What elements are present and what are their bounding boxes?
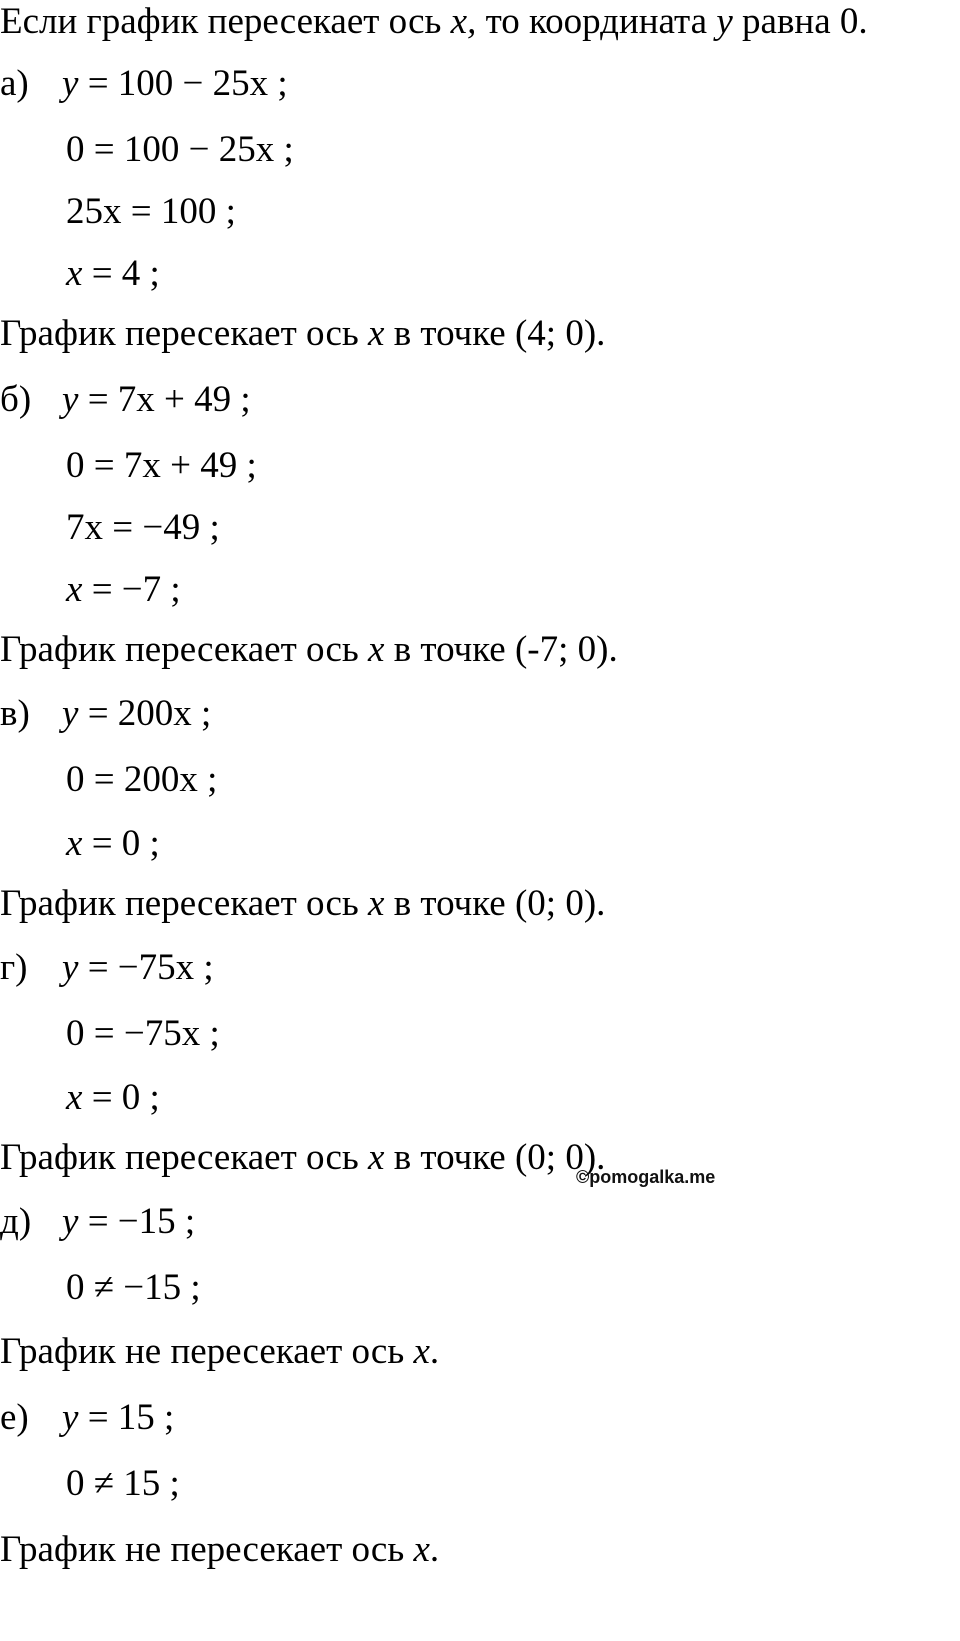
conclusion-var: x bbox=[368, 629, 385, 670]
watermark: ©pomogalka.me bbox=[576, 1167, 716, 1187]
part-v-line-1 bbox=[0, 692, 211, 736]
equation-rhs: = −49 ; bbox=[103, 507, 220, 548]
equation-lhs: 0 bbox=[66, 129, 85, 170]
equation-rhs: = 0 ; bbox=[82, 823, 160, 864]
part-v-label: в) bbox=[0, 693, 30, 734]
equation-rhs: = 100 ; bbox=[121, 191, 236, 232]
conclusion-text: График не пересекает ось bbox=[0, 1331, 414, 1372]
part-e-label: е) bbox=[0, 1397, 29, 1438]
equation-rhs: = −15 ; bbox=[78, 1201, 196, 1242]
part-b-line-3 bbox=[66, 506, 220, 550]
part-e-line-2 bbox=[66, 1462, 180, 1506]
equation-rhs: = 200x ; bbox=[84, 759, 218, 800]
equation-rhs: = −75x ; bbox=[78, 947, 214, 988]
equation-rhs: = 7x + 49 ; bbox=[84, 445, 257, 486]
conclusion-point: в точке (-7; 0). bbox=[384, 629, 618, 670]
conclusion-text: График пересекает ось bbox=[0, 1137, 368, 1178]
part-d-label: д) bbox=[0, 1201, 32, 1242]
part-a-line-1 bbox=[0, 62, 288, 106]
conclusion-var: x bbox=[413, 1331, 430, 1372]
part-b-line-2 bbox=[66, 444, 257, 488]
equation-rhs: = 4 ; bbox=[82, 253, 160, 294]
part-a-conclusion bbox=[0, 312, 605, 356]
equation-lhs: x bbox=[66, 1077, 83, 1118]
equation-lhs: y bbox=[62, 1397, 79, 1438]
intro-var-x: x, bbox=[450, 1, 477, 42]
equation-lhs: 25x bbox=[66, 191, 122, 232]
part-a-line-3 bbox=[66, 190, 236, 234]
part-a-line-2 bbox=[66, 128, 294, 172]
part-g-line-1 bbox=[0, 946, 214, 990]
intro-var-y: y bbox=[716, 1, 733, 42]
part-d-line-2 bbox=[66, 1266, 201, 1310]
conclusion-point: в точке (0; 0). bbox=[384, 883, 606, 924]
part-d-conclusion bbox=[0, 1330, 439, 1374]
equation-rhs: = 7x + 49 ; bbox=[78, 379, 251, 420]
equation-lhs: y bbox=[62, 379, 79, 420]
equation-rhs: = 100 − 25x ; bbox=[84, 129, 294, 170]
equation-rhs: = 15 ; bbox=[78, 1397, 175, 1438]
equation-rhs: = −7 ; bbox=[82, 569, 181, 610]
conclusion-point: . bbox=[429, 1331, 440, 1372]
equation-lhs: y bbox=[62, 63, 79, 104]
intro-text-pre: Если график пересекает ось bbox=[0, 1, 451, 42]
conclusion-point: в точке (4; 0). bbox=[384, 313, 606, 354]
equation-lhs: 0 bbox=[66, 1013, 85, 1054]
equation-rhs: = 200x ; bbox=[78, 693, 212, 734]
part-v-line-2 bbox=[66, 758, 217, 802]
part-b-line-4 bbox=[66, 568, 181, 612]
conclusion-var: x bbox=[368, 883, 385, 924]
part-g-line-2 bbox=[66, 1012, 220, 1056]
part-b-line-1 bbox=[0, 378, 251, 422]
equation-lhs: 0 bbox=[66, 1463, 85, 1504]
equation-rhs: = 0 ; bbox=[82, 1077, 160, 1118]
equation-lhs: 0 bbox=[66, 759, 85, 800]
equation-lhs: x bbox=[66, 253, 83, 294]
part-g-line-3 bbox=[66, 1076, 160, 1120]
part-d-line-1 bbox=[0, 1200, 195, 1244]
part-g-conclusion bbox=[0, 1136, 605, 1180]
part-b-label: б) bbox=[0, 379, 32, 420]
conclusion-text: График пересекает ось bbox=[0, 313, 368, 354]
conclusion-text: График пересекает ось bbox=[0, 883, 368, 924]
part-g-label: г) bbox=[0, 947, 28, 988]
conclusion-var: x bbox=[368, 1137, 385, 1178]
equation-lhs: y bbox=[62, 693, 79, 734]
equation-rhs: ≠ −15 ; bbox=[84, 1267, 201, 1308]
intro-text-mid: то координата bbox=[476, 1, 717, 42]
conclusion-var: x bbox=[368, 313, 385, 354]
intro-text-post: равна 0. bbox=[732, 1, 868, 42]
equation-lhs: 0 bbox=[66, 1267, 85, 1308]
part-a-label: а) bbox=[0, 63, 29, 104]
intro-line bbox=[0, 0, 868, 44]
equation-lhs: y bbox=[62, 1201, 79, 1242]
part-v-line-3 bbox=[66, 822, 160, 866]
part-v-conclusion bbox=[0, 882, 605, 926]
conclusion-point: . bbox=[429, 1529, 440, 1570]
conclusion-text: График не пересекает ось bbox=[0, 1529, 414, 1570]
part-e-line-1 bbox=[0, 1396, 174, 1440]
conclusion-point: в точке (0; 0). bbox=[384, 1137, 606, 1178]
part-a-line-4 bbox=[66, 252, 160, 296]
equation-rhs: = −75x ; bbox=[84, 1013, 220, 1054]
conclusion-text: График пересекает ось bbox=[0, 629, 368, 670]
equation-lhs: x bbox=[66, 569, 83, 610]
equation-lhs: 7x bbox=[66, 507, 103, 548]
equation-lhs: 0 bbox=[66, 445, 85, 486]
equation-rhs: ≠ 15 ; bbox=[84, 1463, 180, 1504]
equation-lhs: y bbox=[62, 947, 79, 988]
equation-rhs: = 100 − 25x ; bbox=[78, 63, 288, 104]
part-b-conclusion bbox=[0, 628, 618, 672]
part-e-conclusion bbox=[0, 1528, 439, 1572]
conclusion-var: x bbox=[413, 1529, 430, 1570]
equation-lhs: x bbox=[66, 823, 83, 864]
